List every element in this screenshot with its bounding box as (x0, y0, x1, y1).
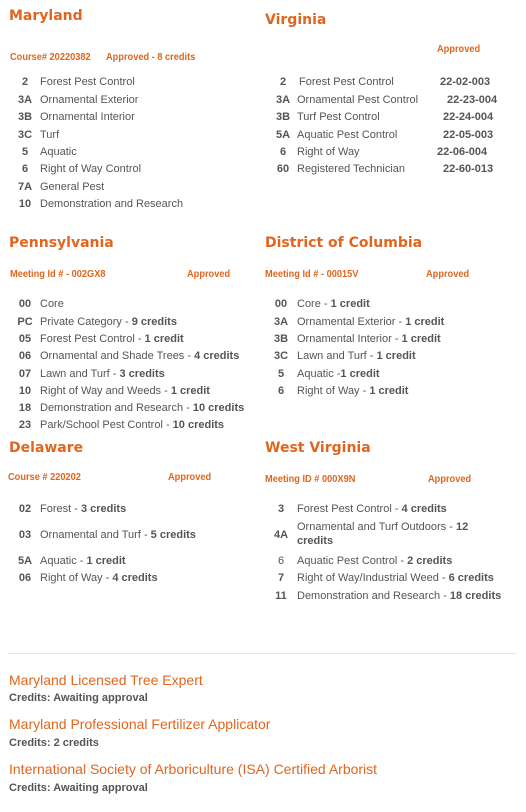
credit-value: 1 credit (340, 368, 380, 380)
category-label: General Pest (40, 181, 105, 193)
credit-value: 18 credits (449, 590, 502, 602)
category-code: 6 (21, 163, 29, 175)
category-code: 3B (275, 111, 291, 123)
category-label: Aquatic (40, 146, 77, 158)
category-code: 2 (279, 76, 287, 88)
meeting-id: Meeting Id # - 002GX8 (10, 268, 106, 280)
category-code: 3C (273, 350, 289, 362)
category-label-wrap (40, 418, 224, 432)
license-number: 22-23-004 (447, 94, 498, 106)
category-label-wrap (297, 520, 468, 548)
category-label: Aquatic Pest Control (297, 129, 398, 141)
category-label: Ornamental Interior - (297, 333, 402, 345)
category-label-wrap (297, 315, 444, 329)
state-title-virginia: Virginia (265, 12, 327, 28)
category-code: 6 (277, 385, 285, 397)
category-code: 6 (279, 146, 287, 158)
credit-value: 1 credit (401, 333, 441, 345)
category-label-wrap (297, 571, 494, 585)
cert-credits: Credits: Awaiting approval (9, 782, 148, 794)
category-label: Lawn and Turf - (40, 368, 120, 380)
credit-value: 3 credits (119, 368, 165, 380)
category-label: Park/School Pest Control - (40, 419, 173, 431)
category-label: Turf (40, 129, 60, 141)
category-label-wrap (40, 384, 210, 398)
category-label: Turf Pest Control (297, 111, 380, 123)
category-label: Ornamental Exterior (40, 94, 139, 106)
category-code: 3C (17, 129, 33, 141)
state-title-west-virginia: West Virginia (265, 440, 371, 456)
category-label: Core - (297, 298, 331, 310)
category-label: Lawn and Turf - (297, 350, 377, 362)
category-code: 10 (18, 198, 32, 210)
category-label: Forest - (40, 503, 81, 515)
category-code: 23 (18, 419, 32, 431)
course-number: Course# 20220382 (10, 51, 91, 63)
category-label: Forest Pest Control - (297, 503, 402, 515)
credit-value: 4 credits (401, 503, 447, 515)
category-label-wrap (297, 384, 408, 398)
category-code: 3B (17, 111, 33, 123)
course-number: Course # 220202 (8, 471, 81, 483)
category-label-wrap (297, 297, 370, 311)
category-label: Private Category - (40, 316, 132, 328)
category-code: 5 (21, 146, 29, 158)
category-code: 00 (274, 298, 288, 310)
approval-status: Approved (426, 268, 470, 280)
credit-value: 1 credit (330, 298, 370, 310)
credit-value: 1 credit (144, 333, 184, 345)
state-title-delaware: Delaware (9, 440, 84, 456)
category-code: 10 (18, 385, 32, 397)
credit-value: 1 credit (376, 350, 416, 362)
credit-value: 12 (455, 521, 469, 533)
category-label: Ornamental Exterior - (297, 316, 406, 328)
credit-value: 4 credits (194, 350, 240, 362)
category-code: 06 (18, 572, 32, 584)
category-code: 00 (18, 298, 32, 310)
category-code: 07 (18, 368, 32, 380)
credit-value: 1 credit (405, 316, 445, 328)
category-label: Ornamental Pest Control (297, 94, 419, 106)
category-code: 06 (18, 350, 32, 362)
category-label: Right of Way/Industrial Weed - (297, 572, 449, 584)
category-code: 3A (275, 94, 291, 106)
credit-value: 2 credits (407, 555, 453, 567)
category-label: Forest Pest Control (299, 76, 394, 88)
state-title-pennsylvania: Pennsylvania (9, 235, 114, 251)
category-code: 2 (21, 76, 29, 88)
category-code: 02 (18, 503, 32, 515)
category-label-wrap (40, 528, 196, 542)
approval-status: Approved (428, 473, 472, 485)
category-label: Core (40, 298, 64, 310)
list-item (268, 520, 518, 550)
credit-value: 4 credits (112, 572, 158, 584)
category-code: 3 (277, 503, 285, 515)
category-label: Right of Way - (297, 385, 370, 397)
category-code: 5 (277, 368, 285, 380)
category-label: Forest Pest Control - (40, 333, 145, 345)
category-label: Aquatic Pest Control - (297, 555, 408, 567)
approval-status: Approved (168, 471, 212, 483)
category-label-wrap (40, 349, 239, 363)
cert-title: Maryland Licensed Tree Expert (9, 672, 203, 688)
category-code: 05 (18, 333, 32, 345)
category-label: Ornamental and Turf - (40, 529, 151, 541)
state-title-maryland: Maryland (9, 8, 83, 24)
category-code: 3A (273, 316, 289, 328)
category-label-wrap (297, 332, 441, 346)
category-label-wrap (297, 367, 380, 381)
license-number: 22-06-004 (437, 146, 488, 158)
credit-value: 10 credits (192, 402, 245, 414)
category-label: Right of Way Control (40, 163, 142, 175)
category-label-wrap (40, 554, 126, 568)
category-label: Ornamental and Shade Trees - (40, 350, 195, 362)
category-label: Demonstration and Research (40, 198, 184, 210)
category-code: 4A (273, 529, 289, 541)
category-code: 3B (273, 333, 289, 345)
approval-status: Approved (187, 268, 231, 280)
category-code: 7 (277, 572, 285, 584)
category-label: Demonstration and Research - (297, 590, 450, 602)
category-label: Ornamental Interior (40, 111, 135, 123)
license-number: 22-60-013 (443, 163, 494, 175)
credit-unit: credits (297, 535, 334, 547)
category-code: 03 (18, 529, 32, 541)
category-label: Registered Technician (297, 163, 406, 175)
credit-value: 5 credits (150, 529, 196, 541)
section-divider (8, 653, 516, 654)
credit-value: 9 credits (131, 316, 177, 328)
cert-credits: Credits: 2 credits (9, 737, 99, 749)
credit-value: 1 credit (369, 385, 409, 397)
credit-value: 6 credits (448, 572, 494, 584)
category-code: 5A (275, 129, 291, 141)
category-code: PC (17, 316, 33, 328)
credit-value: 1 credit (170, 385, 210, 397)
category-label-wrap (40, 401, 244, 415)
category-label-wrap (40, 502, 126, 516)
category-label-wrap (297, 349, 416, 363)
category-label: Right of Way - (40, 572, 113, 584)
category-label: Aquatic - (297, 368, 341, 380)
category-code: 7A (17, 181, 33, 193)
approval-status: Approved - 8 credits (106, 51, 196, 63)
category-label: Ornamental and Turf Outdoors - (297, 521, 456, 533)
category-label-wrap (297, 502, 447, 516)
state-title-dc: District of Columbia (265, 235, 423, 251)
category-code: 5A (17, 555, 33, 567)
category-label: Right of Way (297, 146, 360, 158)
meeting-id: Meeting ID # 000X9N (265, 473, 356, 485)
category-label-wrap (40, 297, 64, 311)
category-label-wrap (40, 332, 184, 346)
cert-title: Maryland Professional Fertilizer Applicator (9, 716, 271, 732)
category-label-wrap (40, 571, 158, 585)
credit-value: 3 credits (80, 503, 127, 515)
category-code: 6 (277, 555, 285, 567)
license-number: 22-02-003 (440, 76, 491, 88)
category-code: 18 (18, 402, 32, 414)
license-number: 22-05-003 (443, 129, 494, 141)
category-label: Aquatic - (40, 555, 87, 567)
category-label: Forest Pest Control (40, 76, 135, 88)
license-number: 22-24-004 (443, 111, 494, 123)
category-label-wrap (297, 554, 452, 568)
category-label-wrap (40, 367, 165, 381)
cert-title: International Society of Arboriculture (ISA) Certified Arborist (9, 761, 378, 777)
category-code: 60 (276, 163, 290, 175)
category-label-wrap (297, 589, 501, 603)
category-label: Demonstration and Research - (40, 402, 193, 414)
credit-value: 1 credit (86, 555, 126, 567)
meeting-id: Meeting Id # - 00015V (265, 268, 359, 280)
approval-status: Approved (437, 43, 481, 55)
category-code: 3A (17, 94, 33, 106)
category-label: Right of Way and Weeds - (40, 385, 171, 397)
credit-value: 10 credits (172, 419, 225, 431)
category-code: 11 (275, 590, 287, 602)
cert-credits: Credits: Awaiting approval (9, 692, 148, 704)
category-label-wrap (40, 315, 177, 329)
